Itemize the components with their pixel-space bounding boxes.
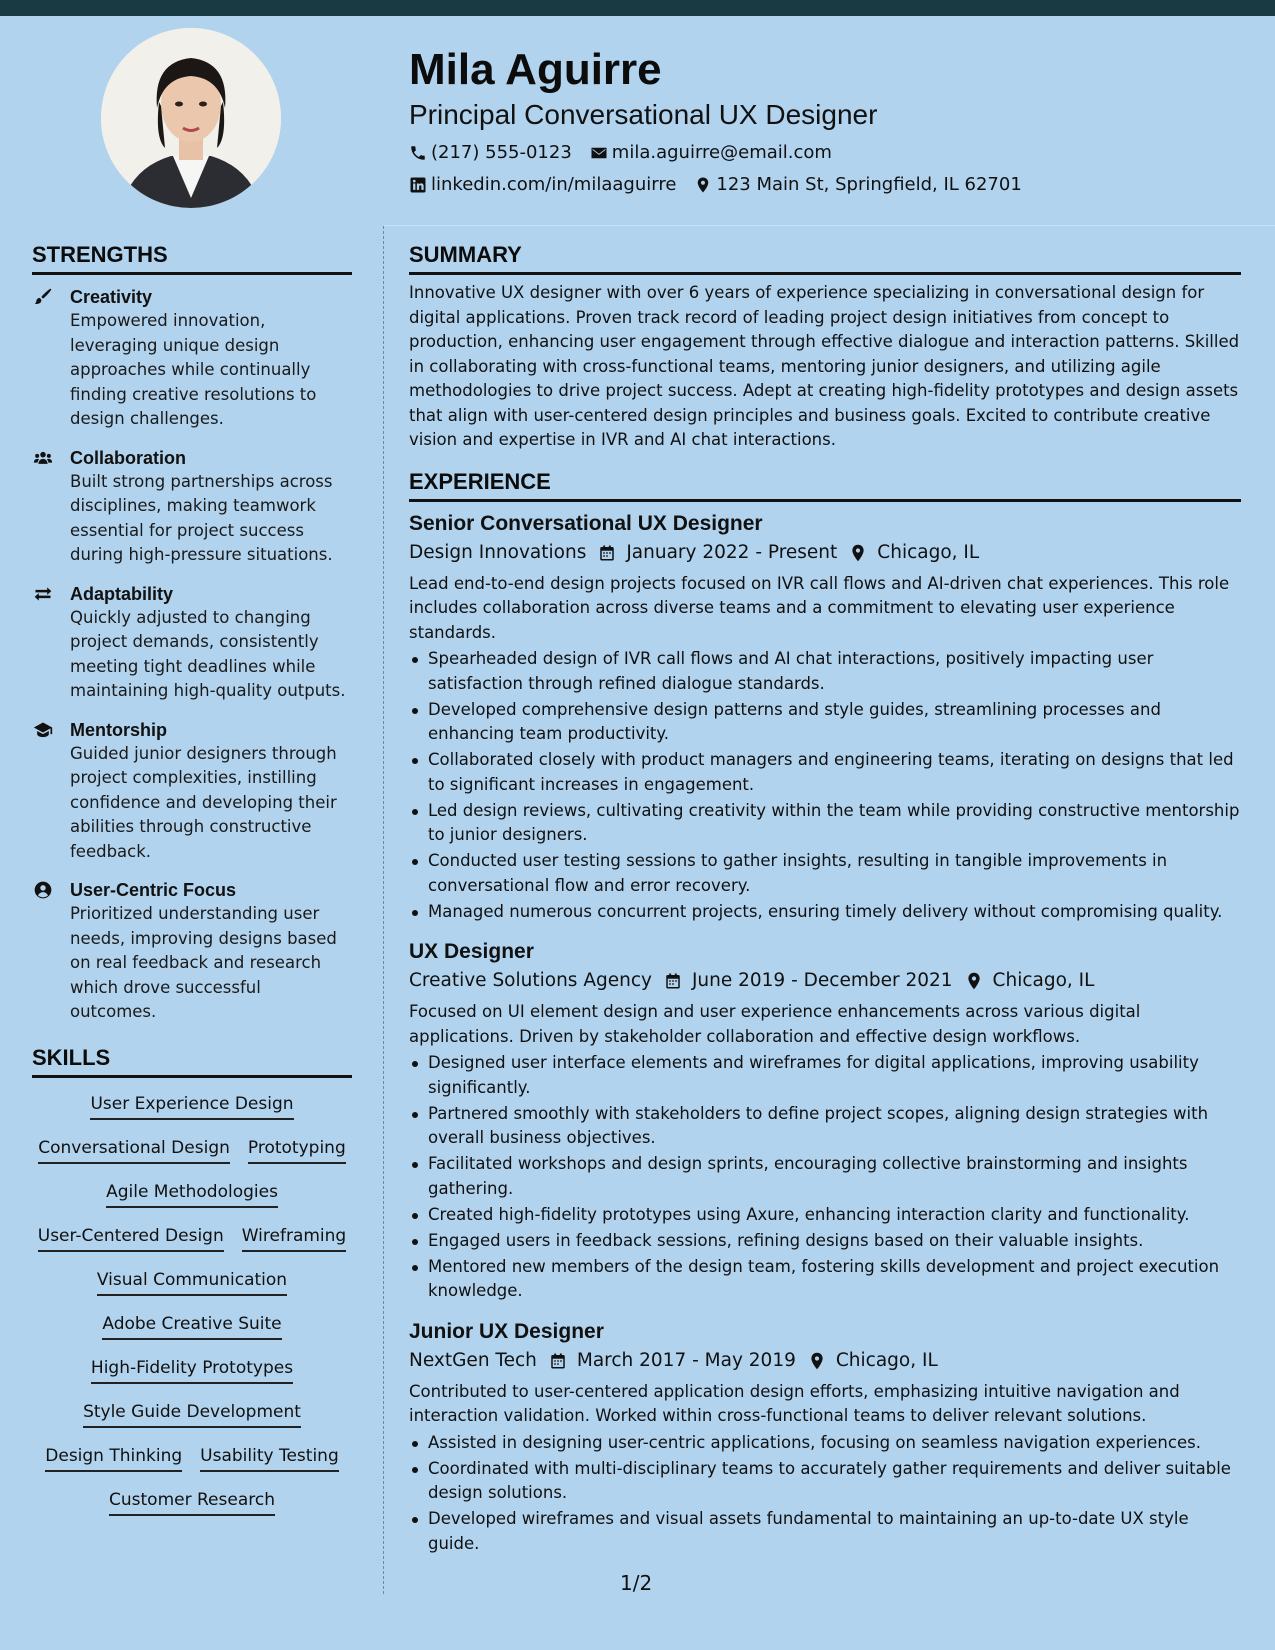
contact-row-2 bbox=[409, 174, 1249, 196]
strength-name: Collaboration bbox=[70, 447, 186, 468]
bullet-item: Engaged users in feedback sessions, refining designs based on their valuable insights. bbox=[409, 1229, 1241, 1254]
job-location bbox=[808, 1348, 938, 1374]
summary-text: Innovative UX designer with over 6 years of experience specializing in conversational design for digital applications. Proven track record of leading project design initiatives from concept to production, enhancing user engagement through effective dialogue and interaction patterns. Skilled in collaborating with cross-functional teams, mentoring junior designers, and utilizing agile methodologies to drive project success. Adept at creating high-fidelity prototypes and design assets that align with user-centered design principles and business goals. Excited to contribute creative vision and expertise in IVR and AI chat interactions. bbox=[409, 283, 1240, 449]
strength-desc: Quickly adjusted to changing project demands, consistently meeting tight deadlines while maintaining high-quality outputs. bbox=[70, 607, 346, 700]
bullet-item: Developed wireframes and visual assets fundamental to maintaining an up-to-date UX style guide. bbox=[409, 1507, 1241, 1556]
location-text: Chicago, IL bbox=[877, 541, 980, 563]
users-icon bbox=[32, 448, 54, 468]
user-circle-icon bbox=[32, 880, 54, 900]
job-entry bbox=[409, 1318, 1241, 1557]
skill-tag: High-Fidelity Prototypes bbox=[91, 1356, 293, 1384]
linkedin-text: linkedin.com/in/milaaguirre bbox=[431, 174, 677, 195]
contact-phone bbox=[409, 142, 572, 164]
location-pin-icon bbox=[808, 1351, 826, 1371]
exchange-arrows-icon bbox=[32, 584, 54, 604]
skill-tag: Usability Testing bbox=[200, 1444, 339, 1472]
skill-tag: Wireframing bbox=[242, 1224, 346, 1252]
job-dates bbox=[598, 540, 837, 566]
strength-desc: Prioritized understanding user needs, improving designs based on real feedback and research which drove successful outcomes. bbox=[70, 904, 337, 1021]
skill-tag: Customer Research bbox=[109, 1488, 275, 1516]
strength-desc: Built strong partnerships across disciplines, making teamwork essential for project success during high-pressure situations. bbox=[70, 471, 333, 564]
calendar-icon bbox=[664, 971, 682, 991]
job-entry bbox=[409, 510, 1241, 925]
company-text: Design Innovations bbox=[409, 541, 587, 563]
strengths-heading: STRENGTHS bbox=[32, 240, 352, 275]
skill-tag: User Experience Design bbox=[90, 1092, 293, 1120]
company-text: Creative Solutions Agency bbox=[409, 970, 652, 991]
skills-heading: SKILLS bbox=[32, 1043, 352, 1078]
strength-item bbox=[32, 285, 352, 432]
profile-photo bbox=[101, 28, 281, 208]
job-meta bbox=[409, 968, 1241, 994]
calendar-icon bbox=[598, 543, 616, 563]
contact-address bbox=[694, 174, 1021, 196]
phone-icon bbox=[409, 144, 427, 162]
right-column bbox=[409, 240, 1241, 1558]
skill-tag: Design Thinking bbox=[45, 1444, 182, 1472]
bullet-item: Designed user interface elements and wireframes for digital applications, improving usability significantly. bbox=[409, 1051, 1241, 1100]
contact-row-1 bbox=[409, 142, 1249, 164]
skills-list bbox=[32, 1092, 352, 1516]
bullet-item: Developed comprehensive design patterns and style guides, streamlining processes and enhancing team productivity. bbox=[409, 698, 1241, 747]
bullet-item: Coordinated with multi-disciplinary teams to accurately gather requirements and deliver suitable design solutions. bbox=[409, 1457, 1241, 1506]
job-entry bbox=[409, 938, 1241, 1304]
company-text: NextGen Tech bbox=[409, 1349, 537, 1371]
skill-tag: Adobe Creative Suite bbox=[102, 1312, 281, 1340]
strength-item bbox=[32, 582, 352, 704]
envelope-icon bbox=[590, 144, 608, 162]
job-bullets bbox=[409, 1051, 1241, 1304]
bullet-item: Led design reviews, cultivating creativity within the team while providing constructive mentorship to junior designers. bbox=[409, 799, 1241, 848]
job-location bbox=[965, 968, 1095, 994]
dates-text: March 2017 - May 2019 bbox=[576, 1349, 796, 1371]
job-location bbox=[849, 540, 979, 566]
job-dates bbox=[664, 968, 953, 994]
job-meta bbox=[409, 1348, 1241, 1374]
strength-name: Adaptability bbox=[70, 583, 174, 604]
strengths-list bbox=[32, 285, 352, 1025]
candidate-name: Mila Aguirre bbox=[409, 45, 662, 94]
job-dates bbox=[549, 1348, 796, 1374]
page-number: 1/2 bbox=[620, 1571, 653, 1595]
strength-name: User-Centric Focus bbox=[70, 880, 237, 900]
strength-desc: Empowered innovation, leveraging unique design approaches while continually finding creative resolutions to design challenges. bbox=[70, 311, 317, 428]
email-text: mila.aguirre@email.com bbox=[611, 142, 832, 163]
job-title: UX Designer bbox=[409, 940, 534, 963]
skill-tag: Conversational Design bbox=[38, 1136, 230, 1164]
left-column bbox=[32, 240, 352, 1516]
graduation-cap-icon bbox=[32, 720, 54, 740]
contact-linkedin[interactable] bbox=[409, 174, 676, 196]
strength-name: Creativity bbox=[70, 287, 153, 307]
column-divider bbox=[383, 226, 384, 1594]
experience-heading: EXPERIENCE bbox=[409, 467, 1241, 502]
bullet-item: Mentored new members of the design team, fostering skills development and project execution knowledge. bbox=[409, 1255, 1241, 1304]
bullet-item: Facilitated workshops and design sprints, encouraging collective brainstorming and insights gathering. bbox=[409, 1152, 1241, 1201]
resume-header bbox=[409, 42, 1249, 196]
location-text: Chicago, IL bbox=[992, 970, 1095, 991]
bullet-item: Managed numerous concurrent projects, ensuring timely delivery without compromising quality. bbox=[409, 900, 1241, 925]
job-bullets bbox=[409, 647, 1241, 924]
strength-item bbox=[32, 446, 352, 568]
bullet-item: Spearheaded design of IVR call flows and AI chat interactions, positively impacting user satisfaction through refined dialogue standards. bbox=[409, 647, 1241, 696]
location-pin-icon bbox=[849, 543, 867, 563]
job-description: Focused on UI element design and user experience enhancements across various digital applications. Driven by stakeholder collaboration and effective design workflows. bbox=[409, 1002, 1141, 1046]
job-bullets bbox=[409, 1431, 1241, 1557]
address-text: 123 Main St, Springfield, IL 62701 bbox=[716, 174, 1022, 195]
linkedin-icon bbox=[409, 176, 427, 194]
job-title: Junior UX Designer bbox=[409, 1319, 604, 1343]
job-description: Contributed to user-centered application design efforts, emphasizing intuitive navigation and interaction validation. Worked within cross-functional teams to deliver relevant solutions. bbox=[409, 1381, 1180, 1425]
paintbrush-icon bbox=[32, 287, 54, 307]
strength-desc: Guided junior designers through project complexities, instilling confidence and developing their abilities through constructive feedback. bbox=[70, 743, 337, 861]
job-title: Senior Conversational UX Designer bbox=[409, 511, 763, 535]
skill-tag: Style Guide Development bbox=[83, 1400, 301, 1428]
phone-text: (217) 555-0123 bbox=[431, 142, 572, 163]
bullet-item: Created high-fidelity prototypes using Axure, enhancing interaction clarity and functionality. bbox=[409, 1203, 1241, 1228]
calendar-icon bbox=[549, 1351, 567, 1371]
bullet-item: Partnered smoothly with stakeholders to define project scopes, aligning design strategies with overall business objectives. bbox=[409, 1102, 1241, 1151]
location-text: Chicago, IL bbox=[835, 1349, 938, 1371]
dates-text: January 2022 - Present bbox=[626, 541, 838, 563]
job-company bbox=[409, 1348, 537, 1374]
top-accent-bar bbox=[0, 0, 1275, 16]
job-company bbox=[409, 540, 586, 566]
strength-item bbox=[32, 878, 352, 1025]
skill-tag: User-Centered Design bbox=[38, 1224, 224, 1252]
summary-heading: SUMMARY bbox=[409, 240, 1241, 275]
strength-item bbox=[32, 718, 352, 865]
strength-name: Mentorship bbox=[70, 719, 167, 740]
bullet-item: Collaborated closely with product managers and engineering teams, iterating on designs that led to significant increases in engagement. bbox=[409, 748, 1241, 797]
location-pin-icon bbox=[965, 971, 983, 991]
job-description: Lead end-to-end design projects focused on IVR call flows and AI-driven chat experiences. This role includes collaboration across diverse teams and a commitment to elevating user experience standards. bbox=[409, 573, 1230, 642]
bullet-item: Assisted in designing user-centric applications, focusing on seamless navigation experiences. bbox=[409, 1431, 1241, 1456]
candidate-title: Principal Conversational UX Designer bbox=[409, 99, 878, 130]
job-meta bbox=[409, 540, 1241, 566]
bullet-item: Conducted user testing sessions to gather insights, resulting in tangible improvements in conversational flow and error recovery. bbox=[409, 849, 1241, 898]
header-divider bbox=[384, 225, 1275, 226]
contact-email[interactable] bbox=[590, 142, 832, 164]
skill-tag: Prototyping bbox=[248, 1136, 346, 1164]
experience-list bbox=[409, 510, 1241, 1557]
location-pin-icon bbox=[694, 176, 712, 194]
dates-text: June 2019 - December 2021 bbox=[691, 970, 953, 991]
job-company bbox=[409, 968, 652, 994]
skill-tag: Visual Communication bbox=[97, 1268, 287, 1296]
skill-tag: Agile Methodologies bbox=[106, 1180, 278, 1208]
